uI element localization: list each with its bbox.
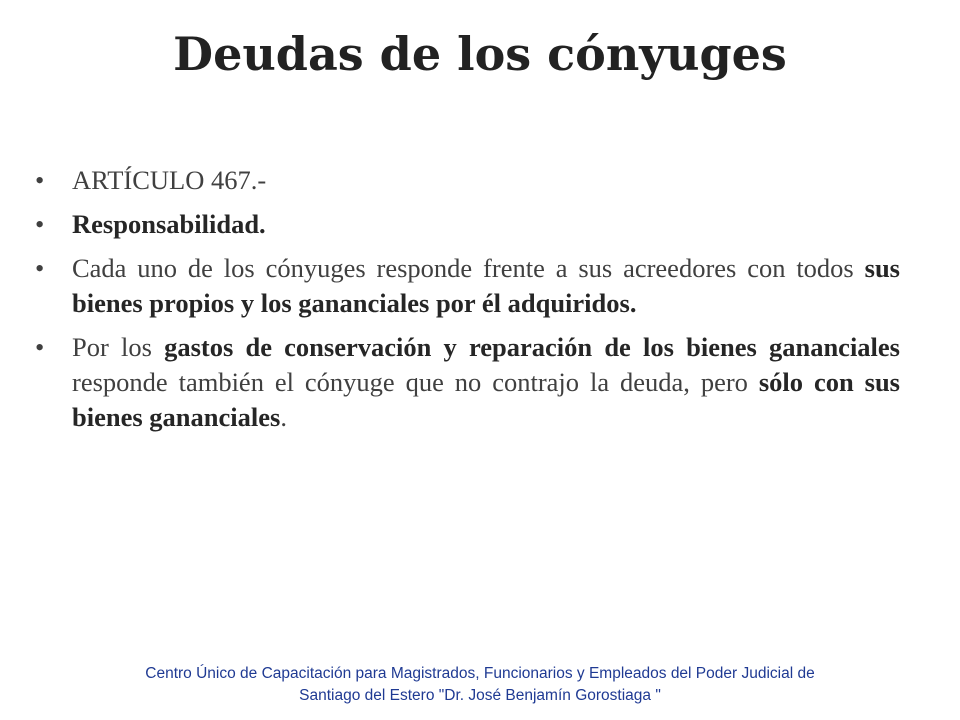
bullet-text-bold: sólo con sus bienes gananciales xyxy=(72,367,900,432)
bullet-item xyxy=(35,207,900,242)
slide-title: Deudas de los cónyuges xyxy=(173,27,787,81)
bullet-text: Por los xyxy=(72,332,165,362)
bullet-text: Cada uno de los cónyuges responde frente a sus acreedores con todos xyxy=(72,253,865,283)
bullet-item xyxy=(35,330,900,435)
slide-footer xyxy=(0,663,960,707)
bullet-text-bold: gastos de conservación y reparación de los bienes gananciales xyxy=(164,332,900,362)
bullet-dot-icon: • xyxy=(35,332,45,362)
bullet-text: responde también el cónyuge que no contrajo la deuda, pero xyxy=(72,367,759,397)
footer-line-2: Santiago del Estero "Dr. José Benjamín Gorostiaga " xyxy=(299,687,661,704)
bullet-item xyxy=(35,163,900,198)
bullet-item xyxy=(35,251,900,321)
bullet-text-bold: Responsabilidad. xyxy=(72,209,266,239)
bullet-dot-icon: • xyxy=(35,253,45,283)
footer-line-1: Centro Único de Capacitación para Magistrados, Funcionarios y Empleados del Poder Judicial de xyxy=(145,665,815,682)
bullet-text: . xyxy=(280,402,287,432)
bullet-dot-icon: • xyxy=(35,209,45,239)
bullet-dot-icon: • xyxy=(35,165,45,195)
bullet-text-bold: sus bienes propios y los gananciales por él adquiridos. xyxy=(72,253,900,318)
bullet-text: ARTÍCULO 467.- xyxy=(72,165,267,195)
bullet-list xyxy=(35,163,900,444)
